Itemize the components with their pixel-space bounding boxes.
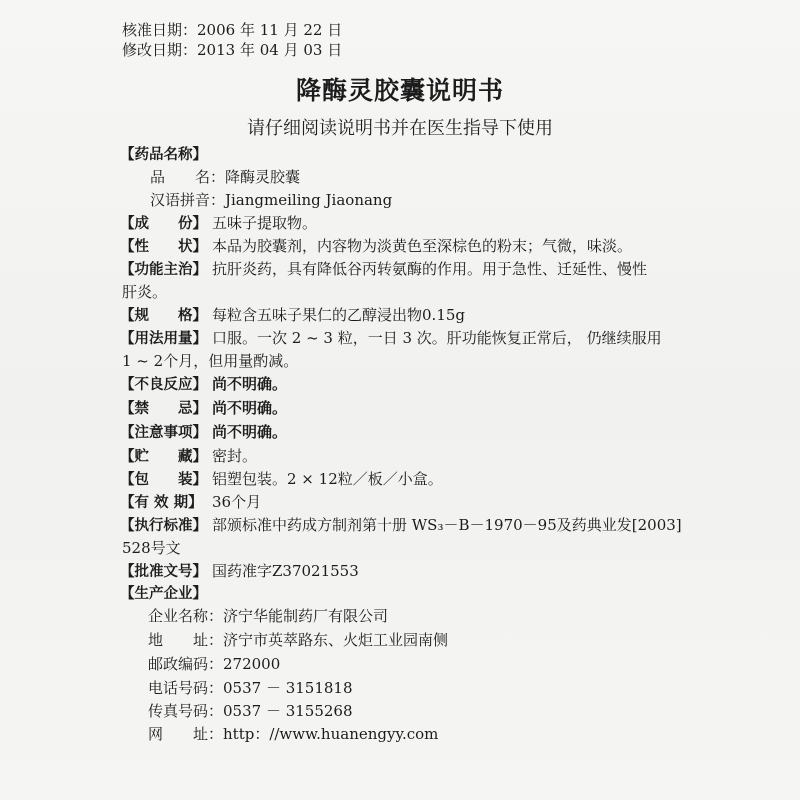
approval-date: 核准日期：2006 年 11 月 22 日: [122, 21, 343, 39]
dosage-label: 【用法用量】: [120, 331, 207, 347]
ingredients-value: 五味子提取物。: [212, 214, 318, 232]
adverse-row: [120, 374, 287, 395]
precautions-value: 尚不明确。: [212, 423, 288, 441]
company-fax: 传真号码：0537 － 3155268: [148, 702, 353, 720]
drug-name-label: 【药品名称】: [120, 147, 207, 163]
contraindications-value: 尚不明确。: [212, 399, 288, 417]
spec-label: 【规 格】: [120, 308, 207, 324]
document-title: 降酶灵胶囊说明书: [295, 76, 504, 105]
dosage-continuation: 1 ~ 2个月，但用量酌减。: [122, 352, 299, 370]
ingredients-label: 【成 份】: [120, 216, 207, 232]
company-postcode: 邮政编码：272000: [148, 655, 281, 673]
package-row: [120, 469, 443, 490]
indications-value: 抗肝炎药，具有降低谷丙转氨酶的作用。用于急性、迁延性、慢性: [212, 260, 648, 278]
spec-value: 每粒含五味子果仁的乙醇浸出物0.15g: [212, 306, 466, 324]
indications-row: [120, 259, 647, 280]
product-name: 品 名：降酶灵胶囊: [150, 168, 301, 186]
contraindications-label: 【禁 忌】: [120, 401, 207, 417]
adverse-value: 尚不明确。: [212, 375, 288, 393]
manufacturer-label: 【生产企业】: [120, 586, 207, 602]
standard-continuation: 528号文: [122, 539, 181, 557]
company-website: 网 址：http：//www.huanengyy.com: [148, 725, 439, 743]
dosage-row: [120, 328, 662, 349]
approval-row: [120, 561, 359, 582]
company-phone: 电话号码：0537 － 3151818: [148, 679, 353, 697]
appearance-value: 本品为胶囊剂，内容物为淡黄色至深棕色的粉末；气微，味淡。: [212, 237, 633, 255]
storage-value: 密封。: [212, 447, 258, 465]
dosage-value: 口服。一次 2 ~ 3 粒，一日 3 次。肝功能恢复正常后， 仍继续服用: [212, 329, 662, 347]
validity-value: 36个月: [212, 493, 262, 511]
contraindications-row: [120, 398, 287, 419]
validity-label: 【有 效 期】: [120, 495, 203, 511]
appearance-row: [120, 236, 632, 257]
company-name: 企业名称：济宁华能制药厂有限公司: [148, 607, 389, 625]
precautions-row: [120, 422, 287, 443]
standard-label: 【执行标准】: [120, 518, 207, 534]
pinyin-name: 汉语拼音：Jiangmeiling Jiaonang: [150, 191, 393, 209]
appearance-label: 【性 状】: [120, 239, 207, 255]
package-value: 铝塑包装。2 × 12粒／板／小盒。: [212, 470, 443, 488]
approval-label: 【批准文号】: [120, 564, 207, 580]
company-address: 地 址：济宁市英萃路东、火炬工业园南侧: [148, 631, 449, 649]
indications-continuation: 肝炎。: [122, 283, 168, 301]
approval-value: 国药准字Z37021553: [212, 562, 359, 580]
document-subtitle: 请仔细阅读说明书并在医生指导下使用: [247, 118, 553, 139]
package-label: 【包 装】: [120, 472, 207, 488]
spec-row: [120, 305, 465, 326]
standard-row: [120, 515, 682, 536]
ingredients-row: [120, 213, 317, 234]
standard-value: 部颁标准中药成方制剂第十册 WS₃－B－1970－95及药典业发[2003]: [212, 516, 682, 534]
adverse-label: 【不良反应】: [120, 377, 207, 393]
precautions-label: 【注意事项】: [120, 425, 207, 441]
storage-row: [120, 446, 257, 467]
storage-label: 【贮 藏】: [120, 449, 207, 465]
indications-label: 【功能主治】: [120, 262, 207, 278]
revision-date: 修改日期：2013 年 04 月 03 日: [122, 41, 343, 59]
validity-row: [120, 492, 261, 513]
